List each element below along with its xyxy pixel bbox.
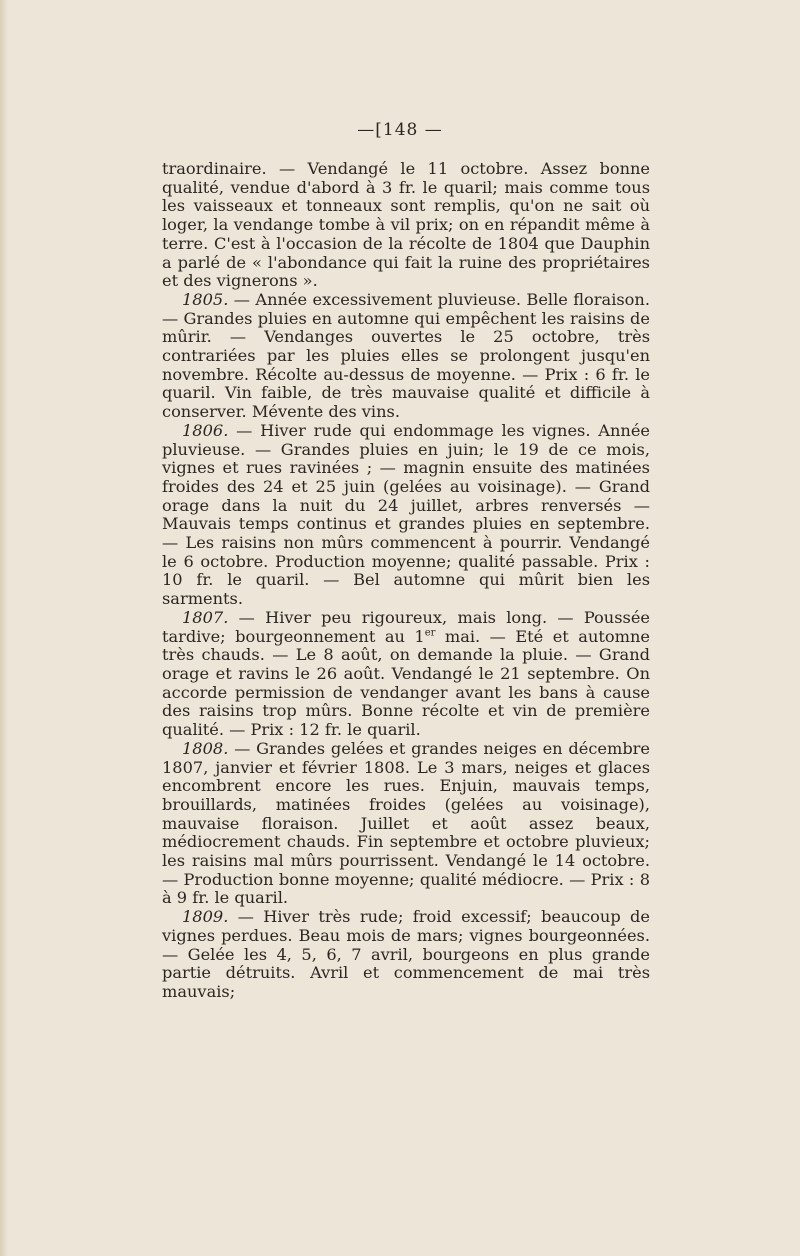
entry-1805 bbox=[162, 291, 650, 422]
entry-year: 1809. bbox=[182, 907, 229, 927]
entry-year: 1808. bbox=[182, 738, 229, 758]
entry-1808 bbox=[162, 740, 650, 908]
ordinal-superscript: er bbox=[424, 627, 436, 639]
entry-text: — Hiver très rude; froid excessif; beaucoup de vignes perdues. Beau mois de mars; vignes bourgeonnées. — Gelée les 4, 5, 6, 7 avril, bourgeons en plus grande partie détruits. Avril et commencement de mai très mauvais; bbox=[162, 907, 650, 1001]
entry-1809 bbox=[162, 908, 650, 1002]
entry-year: 1806. bbox=[182, 420, 229, 440]
page-edge bbox=[0, 0, 8, 1256]
entry-text: — Hiver rude qui endommage les vignes. Année pluvieuse. — Grandes pluies en juin; le 19 de ce mois, vignes et rues ravinées ; — magnin ensuite des matinées froides des 24 et 25 juin (gelées au voisinage). — Grand orage dans la nuit du 24 juillet, arbres renversés — Mauvais temps continus et grandes pluies en septembre. — Les raisins non mûrs commencent à pourrir. Vendangé le 6 octobre. Production moyenne; qualité passable. Prix : 10 fr. le quaril. — Bel automne qui mûrit bien les sarments. bbox=[162, 420, 650, 609]
entry-year: 1805. bbox=[182, 289, 229, 309]
entry-text: — Grandes gelées et grandes neiges en décembre 1807, janvier et février 1808. Le 3 mars, neiges et glaces encombrent encore les rues. Enjuin, mauvais temps, brouillards, matinées froides (gelées au voisinage), mauvaise floraison. Juillet et août assez beaux, médiocrement chauds. Fin septembre et octobre pluvieux; les raisins mal mûrs pourrissent. Vendangé le 14 octobre. — Production bonne moyenne; qualité médiocre. — Prix : 8 à 9 fr. le quaril. bbox=[162, 738, 650, 908]
page-body bbox=[162, 160, 650, 1002]
entry-text: — Année excessivement pluvieuse. Belle floraison. — Grandes pluies en automne qui empêchent les raisins de mûrir. — Vendanges ouvertes le 25 octobre, très contrariées par les pluies elles se prolongent jusqu'en novembre. Récolte au-dessus de moyenne. — Prix : 6 fr. le quaril. Vin faible, de très mauvaise qualité et difficile à conserver. Mévente des vins. bbox=[162, 289, 650, 422]
entry-year: 1807. bbox=[182, 607, 229, 627]
page-number: —[148 — bbox=[357, 120, 443, 140]
entry-1806 bbox=[162, 422, 650, 609]
entry-text: — Hiver peu rigoureux, mais long. — Poussée tardive; bourgeonnement au 1 bbox=[162, 607, 650, 646]
entry-1807 bbox=[162, 609, 650, 740]
continuation-paragraph: traordinaire. — Vendangé le 11 octobre. Assez bonne qualité, vendue d'abord à 3 fr. le quaril; mais comme tous les vaisseaux et tonneaux sont remplis, qu'on ne sait où loger, la vendange tombe à vil prix; on en répandit même à terre. C'est à l'occasion de la récolte de 1804 que Dauphin a parlé de « l'abondance qui fait la ruine des propriétaires et des vignerons ». bbox=[162, 159, 650, 291]
entry-text-continued: mai. — Eté et automne très chauds. — Le 8 août, on demande la pluie. — Grand orage et ravins le 26 août. Vendangé le 21 septembre. On accorde permission de vendanger avant les bans à cause des raisins trop mûrs. Bonne récolte et vin de première qualité. — Prix : 12 fr. le quaril. bbox=[162, 626, 650, 740]
